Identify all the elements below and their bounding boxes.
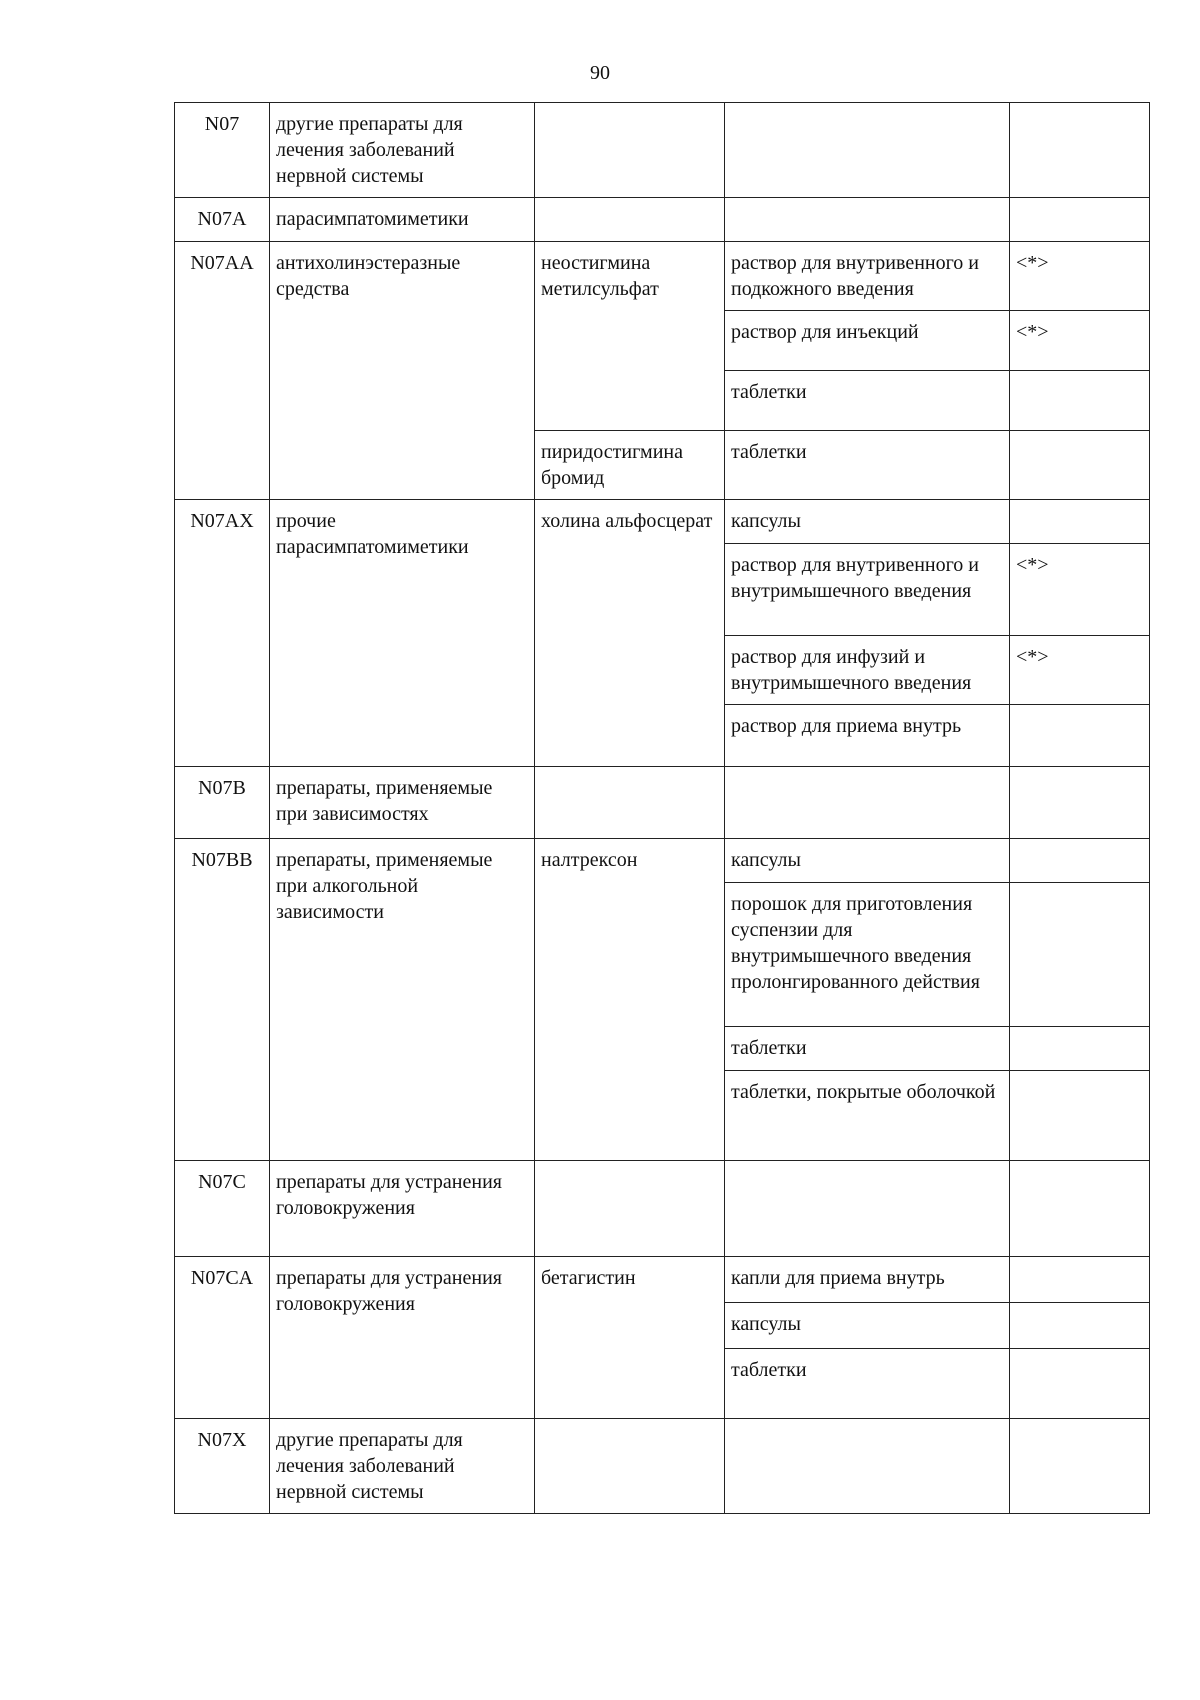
dosage-form: раствор для внутривенного и подкожного введения xyxy=(725,242,1010,311)
atc-code: N07C xyxy=(175,1161,270,1257)
group-name: другие препараты для лечения заболеваний нервной системы xyxy=(270,1419,535,1514)
note xyxy=(1010,1349,1150,1419)
dosage-form: капли для приема внутрь xyxy=(725,1257,1010,1303)
drug-name: неостигмина метилсульфат xyxy=(535,242,725,431)
atc-code: N07BB xyxy=(175,839,270,1161)
page-number: 90 xyxy=(590,62,610,84)
atc-code: N07CA xyxy=(175,1257,270,1419)
note xyxy=(1010,767,1150,839)
group-name: препараты, применяемые при алкогольной зависимости xyxy=(270,839,535,1161)
dosage-form: капсулы xyxy=(725,839,1010,883)
note: <*> xyxy=(1010,544,1150,636)
atc-code: N07X xyxy=(175,1419,270,1514)
dosage-form xyxy=(725,198,1010,242)
drug-name xyxy=(535,103,725,198)
dosage-form xyxy=(725,1419,1010,1514)
drug-name: налтрексон xyxy=(535,839,725,1161)
dosage-form: раствор для инъекций xyxy=(725,311,1010,371)
dosage-form: таблетки xyxy=(725,1349,1010,1419)
note xyxy=(1010,839,1150,883)
table-row xyxy=(175,767,1150,839)
drug-name: бетагистин xyxy=(535,1257,725,1419)
atc-code: N07 xyxy=(175,103,270,198)
table-row xyxy=(175,1161,1150,1257)
table-row xyxy=(175,839,1150,883)
note xyxy=(1010,1257,1150,1303)
dosage-form: таблетки xyxy=(725,431,1010,500)
group-name: прочие парасимпатомиметики xyxy=(270,500,535,767)
note xyxy=(1010,1071,1150,1161)
note xyxy=(1010,198,1150,242)
table-row xyxy=(175,500,1150,544)
drug-name: холина альфосцерат xyxy=(535,500,725,767)
drug-name: пиридостигмина бромид xyxy=(535,431,725,500)
group-name: препараты для устранения головокружения xyxy=(270,1257,535,1419)
note xyxy=(1010,1161,1150,1257)
note xyxy=(1010,705,1150,767)
drug-name xyxy=(535,767,725,839)
note xyxy=(1010,500,1150,544)
atc-code: N07AA xyxy=(175,242,270,500)
table-row xyxy=(175,103,1150,198)
dosage-form: порошок для приготовления суспензии для внутримышечного введения пролонгированного действия xyxy=(725,883,1010,1027)
table-row xyxy=(175,1419,1150,1514)
note xyxy=(1010,431,1150,500)
group-name: препараты для устранения головокружения xyxy=(270,1161,535,1257)
table-row xyxy=(175,1257,1150,1303)
dosage-form: раствор для приема внутрь xyxy=(725,705,1010,767)
note xyxy=(1010,1303,1150,1349)
drug-name xyxy=(535,1419,725,1514)
dosage-form: таблетки xyxy=(725,371,1010,431)
atc-code: N07B xyxy=(175,767,270,839)
drug-classification-table xyxy=(174,102,1150,1514)
dosage-form xyxy=(725,103,1010,198)
dosage-form: таблетки, покрытые оболочкой xyxy=(725,1071,1010,1161)
note xyxy=(1010,1027,1150,1071)
atc-code: N07A xyxy=(175,198,270,242)
dosage-form: таблетки xyxy=(725,1027,1010,1071)
dosage-form xyxy=(725,1161,1010,1257)
dosage-form: раствор для внутривенного и внутримышечного введения xyxy=(725,544,1010,636)
note xyxy=(1010,1419,1150,1514)
note xyxy=(1010,103,1150,198)
group-name: антихолинэстеразные средства xyxy=(270,242,535,500)
dosage-form: капсулы xyxy=(725,500,1010,544)
dosage-form: капсулы xyxy=(725,1303,1010,1349)
dosage-form xyxy=(725,767,1010,839)
group-name: препараты, применяемые при зависимостях xyxy=(270,767,535,839)
drug-name xyxy=(535,1161,725,1257)
table-row xyxy=(175,198,1150,242)
dosage-form: раствор для инфузий и внутримышечного введения xyxy=(725,636,1010,705)
group-name: другие препараты для лечения заболеваний нервной системы xyxy=(270,103,535,198)
note: <*> xyxy=(1010,242,1150,311)
atc-code: N07AX xyxy=(175,500,270,767)
group-name: парасимпатомиметики xyxy=(270,198,535,242)
drug-name xyxy=(535,198,725,242)
note: <*> xyxy=(1010,636,1150,705)
note: <*> xyxy=(1010,311,1150,371)
note xyxy=(1010,371,1150,431)
table-row xyxy=(175,242,1150,311)
note xyxy=(1010,883,1150,1027)
